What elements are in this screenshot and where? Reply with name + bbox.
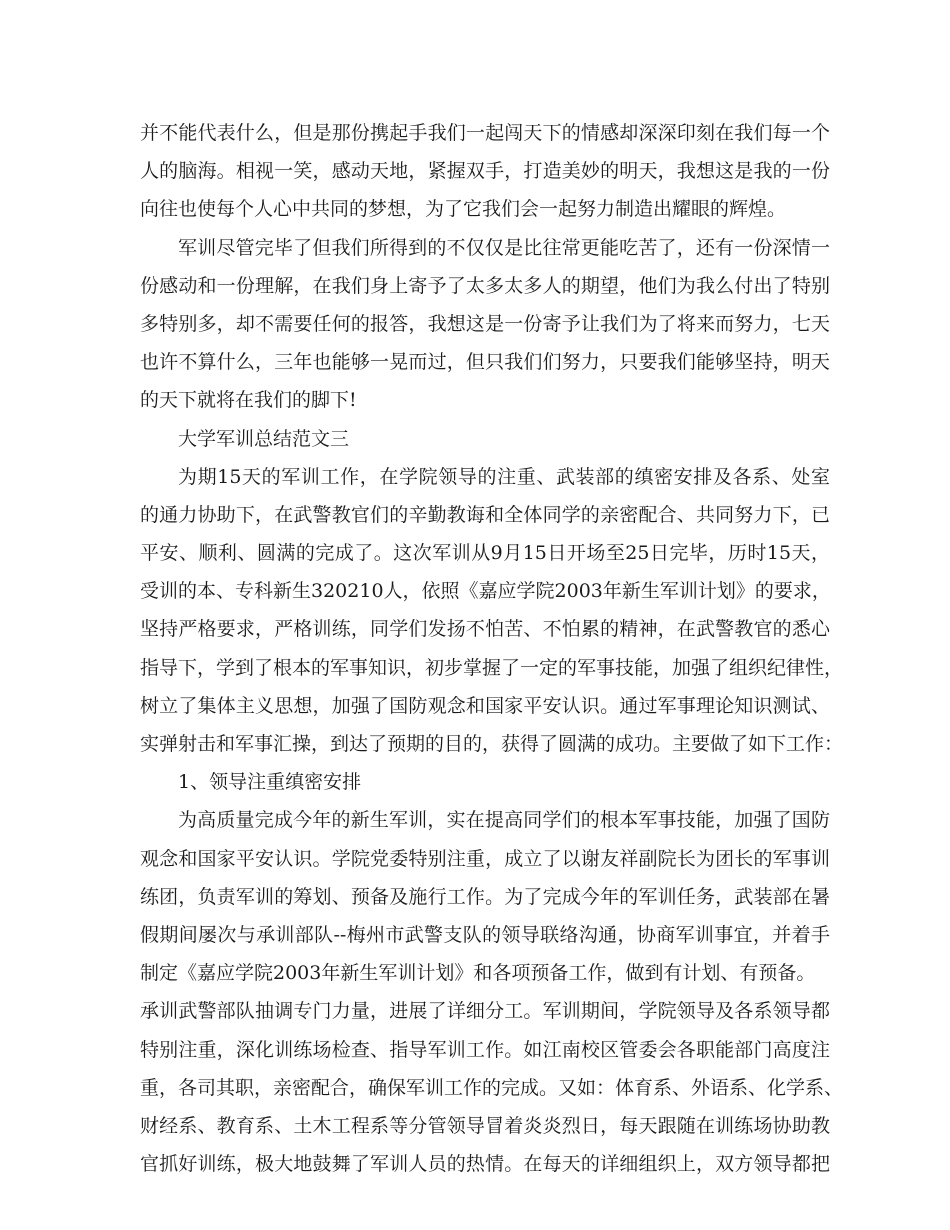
text-line: 人的脑海。相视一笑，感动天地，紧握双手，打造美妙的明天，我想这是我的一份 <box>140 160 830 183</box>
text-line: 重，各司其职，亲密配合，确保军训工作的完成。又如：体育系、外语系、化学系、 <box>140 1076 844 1099</box>
text-line: 平安、顺利、圆满的完成了。这次军训从9月15日开场至25日完毕，历时15天， <box>140 542 830 565</box>
text-line: 练团，负责军训的筹划、预备及施行工作。为了完成今年的军训任务，武装部在暑 <box>140 885 830 908</box>
text-line: 的通力协助下，在武警教官们的辛勤教诲和全体同学的亲密配合、共同努力下，已 <box>140 503 830 526</box>
paragraph-first-line: 为高质量完成今年的新生军训，实在提高同学们的根本军事技能，加强了国防 <box>178 809 830 832</box>
text-line: 观念和国家平安认识。学院党委特别注重，成立了以谢友祥副院长为团长的军事训 <box>140 847 830 870</box>
text-line: 指导下，学到了根本的军事知识，初步掌握了一定的军事技能，加强了组织纪律性， <box>140 656 844 679</box>
text-line: 份感动和一份理解，在我们身上寄予了太多太多人的期望，他们为我么付出了特别 <box>140 274 830 297</box>
text-line: 官抓好训练，极大地鼓舞了军训人员的热情。在每天的详细组织上，双方领导都把 <box>140 1153 830 1176</box>
text-line: 假期间屡次与承训部队--梅州市武警支队的领导联络沟通，协商军训事宜，并着手 <box>140 923 830 946</box>
paragraph-first-line: 为期15天的军训工作，在学院领导的注重、武装部的缜密安排及各系、处室 <box>178 465 830 488</box>
text-line: 多特别多，却不需要任何的报答，我想这是一份寄予让我们为了将来而努力，七天 <box>140 312 830 335</box>
section-heading: 大学军训总结范文三 <box>178 427 350 450</box>
paragraph-end-line: 向往也使每个人心中共同的梦想，为了它我们会一起努力制造出耀眼的辉煌。 <box>140 198 787 221</box>
paragraph-first-line: 军训尽管完毕了但我们所得到的不仅仅是比往常更能吃苦了，还有一份深情一 <box>178 236 830 259</box>
text-line: 并不能代表什么，但是那份携起手我们一起闯天下的情感却深深印刻在我们每一个 <box>140 122 830 144</box>
text-line: 制定《嘉应学院2003年新生军训计划》和各项预备工作，做到有计划、有预备。 <box>140 962 816 985</box>
document-body <box>140 114 844 1183</box>
paragraph-end-line: 实弹射击和军事汇操，到达了预期的目的，获得了圆满的成功。主要做了如下工作： <box>140 733 844 755</box>
text-line: 树立了集体主义思想，加强了国防观念和国家平安认识。通过军事理论知识测试、 <box>140 694 830 717</box>
subsection-heading: 1、领导注重缜密安排 <box>178 771 362 794</box>
text-line: 特别注重，深化训练场检查、指导军训工作。如江南校区管委会各职能部门高度注 <box>140 1038 830 1061</box>
text-line: 财经系、教育系、土木工程系等分管领导冒着炎炎烈日，每天跟随在训练场协助教 <box>140 1114 830 1137</box>
text-line: 承训武警部队抽调专门力量，进展了详细分工。军训期间，学院领导及各系领导都 <box>140 1000 830 1023</box>
text-line: 也许不算什么，三年也能够一晃而过，但只我们们努力，只要我们能够坚持，明天 <box>140 351 830 374</box>
text-line: 受训的本、专科新生320210人，依照《嘉应学院2003年新生军训计划》的要求， <box>140 580 831 603</box>
paragraph-end-line: 的天下就将在我们的脚下! <box>140 389 357 412</box>
text-line: 坚持严格要求，严格训练，同学们发扬不怕苦、不怕累的精神，在武警教官的悉心 <box>140 618 830 641</box>
